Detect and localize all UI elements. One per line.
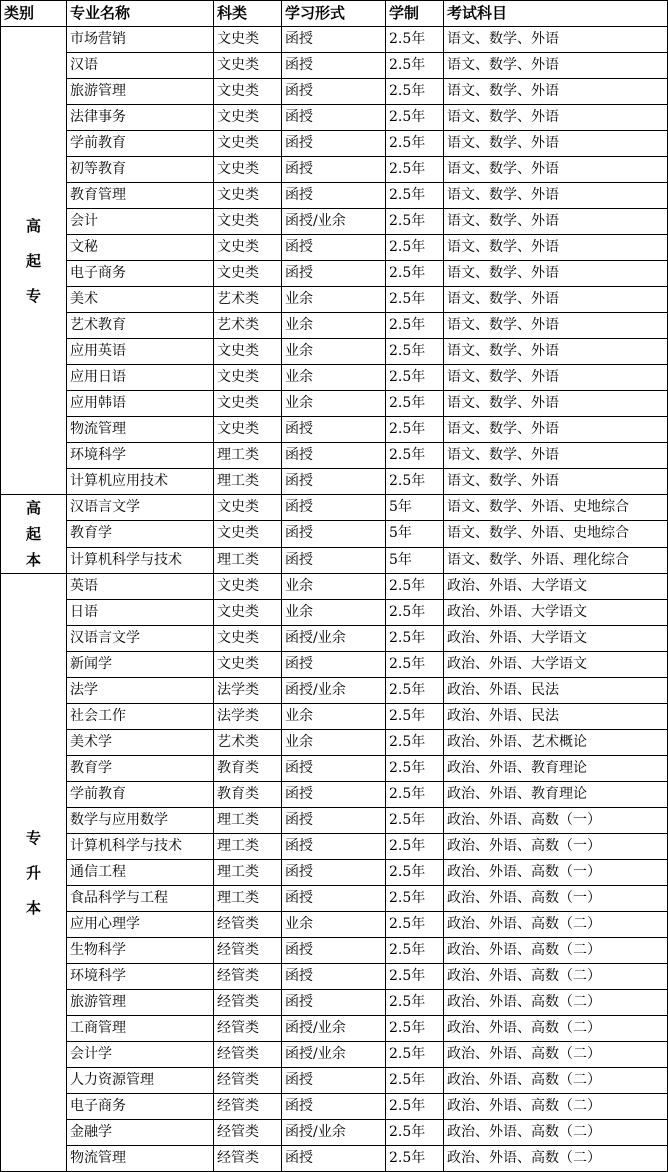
study-mode-cell: 函授	[282, 782, 386, 808]
duration-cell: 2.5年	[386, 912, 444, 938]
duration-cell: 2.5年	[386, 79, 444, 105]
major-name-cell: 美术学	[67, 730, 214, 756]
subject-type-cell: 经管类	[214, 1042, 282, 1068]
table-row	[1, 1120, 668, 1146]
duration-cell: 2.5年	[386, 938, 444, 964]
major-name-cell: 工商管理	[67, 1016, 214, 1042]
subject-type-cell: 理工类	[214, 547, 282, 573]
duration-cell: 2.5年	[386, 1146, 444, 1172]
major-name-cell: 新闻学	[67, 652, 214, 678]
major-name-cell: 法律事务	[67, 105, 214, 131]
subject-type-cell: 文史类	[214, 157, 282, 183]
study-mode-cell: 业余	[282, 391, 386, 417]
exam-subjects-cell: 语文、数学、外语	[444, 313, 668, 339]
duration-cell: 2.5年	[386, 105, 444, 131]
major-name-cell: 教育学	[67, 756, 214, 782]
major-name-cell: 环境科学	[67, 443, 214, 469]
duration-cell: 2.5年	[386, 626, 444, 652]
duration-cell: 2.5年	[386, 678, 444, 704]
subject-type-cell: 教育类	[214, 782, 282, 808]
subject-type-cell: 文史类	[214, 235, 282, 261]
study-mode-cell: 函授	[282, 183, 386, 209]
table-row	[1, 886, 668, 912]
exam-subjects-cell: 政治、外语、大学语文	[444, 574, 668, 600]
header-major-name: 专业名称	[67, 1, 214, 27]
duration-cell: 2.5年	[386, 287, 444, 313]
duration-cell: 2.5年	[386, 443, 444, 469]
subject-type-cell: 文史类	[214, 105, 282, 131]
table-row	[1, 574, 668, 600]
study-mode-cell: 函授	[282, 860, 386, 886]
major-name-cell: 应用韩语	[67, 391, 214, 417]
subject-type-cell: 文史类	[214, 574, 282, 600]
duration-cell: 2.5年	[386, 313, 444, 339]
major-name-cell: 计算机科学与技术	[67, 834, 214, 860]
exam-subjects-cell: 政治、外语、高数（一）	[444, 860, 668, 886]
study-mode-cell: 函授	[282, 547, 386, 573]
table-row	[1, 990, 668, 1016]
major-name-cell: 生物科学	[67, 938, 214, 964]
table-row	[1, 469, 668, 495]
header-study-mode: 学习形式	[282, 1, 386, 27]
subject-type-cell: 文史类	[214, 391, 282, 417]
major-name-cell: 教育学	[67, 521, 214, 547]
exam-subjects-cell: 政治、外语、大学语文	[444, 600, 668, 626]
major-name-cell: 会计学	[67, 1042, 214, 1068]
table-row	[1, 391, 668, 417]
study-mode-cell: 函授/业余	[282, 1016, 386, 1042]
study-mode-cell: 函授	[282, 652, 386, 678]
duration-cell: 2.5年	[386, 1016, 444, 1042]
major-name-cell: 食品科学与工程	[67, 886, 214, 912]
table-row	[1, 912, 668, 938]
exam-subjects-cell: 语文、数学、外语	[444, 443, 668, 469]
category-cell	[1, 574, 67, 1172]
exam-subjects-cell: 语文、数学、外语、史地综合	[444, 521, 668, 547]
major-name-cell: 文秘	[67, 235, 214, 261]
table-row	[1, 365, 668, 391]
major-name-cell: 社会工作	[67, 704, 214, 730]
study-mode-cell: 函授	[282, 157, 386, 183]
major-name-cell: 应用心理学	[67, 912, 214, 938]
subject-type-cell: 经管类	[214, 1120, 282, 1146]
table-row	[1, 521, 668, 547]
duration-cell: 5年	[386, 521, 444, 547]
table-row	[1, 626, 668, 652]
exam-subjects-cell: 政治、外语、大学语文	[444, 652, 668, 678]
study-mode-cell: 函授	[282, 964, 386, 990]
duration-cell: 2.5年	[386, 600, 444, 626]
major-name-cell: 旅游管理	[67, 990, 214, 1016]
exam-subjects-cell: 语文、数学、外语	[444, 209, 668, 235]
duration-cell: 5年	[386, 547, 444, 573]
duration-cell: 2.5年	[386, 964, 444, 990]
exam-subjects-cell: 政治、外语、教育理论	[444, 782, 668, 808]
major-name-cell: 市场营销	[67, 27, 214, 53]
subject-type-cell: 经管类	[214, 990, 282, 1016]
subject-type-cell: 理工类	[214, 469, 282, 495]
duration-cell: 2.5年	[386, 417, 444, 443]
subject-type-cell: 文史类	[214, 417, 282, 443]
exam-subjects-cell: 语文、数学、外语	[444, 365, 668, 391]
subject-type-cell: 理工类	[214, 886, 282, 912]
study-mode-cell: 函授	[282, 495, 386, 521]
major-name-cell: 法学	[67, 678, 214, 704]
table-row	[1, 547, 668, 573]
study-mode-cell: 函授	[282, 443, 386, 469]
subject-type-cell: 经管类	[214, 1094, 282, 1120]
table-row	[1, 1146, 668, 1172]
subject-type-cell: 法学类	[214, 678, 282, 704]
exam-subjects-cell: 政治、外语、高数（二）	[444, 964, 668, 990]
subject-type-cell: 艺术类	[214, 313, 282, 339]
table-row	[1, 157, 668, 183]
major-name-cell: 教育管理	[67, 183, 214, 209]
study-mode-cell: 函授/业余	[282, 678, 386, 704]
duration-cell: 2.5年	[386, 261, 444, 287]
study-mode-cell: 函授	[282, 1068, 386, 1094]
subject-type-cell: 经管类	[214, 964, 282, 990]
subject-type-cell: 理工类	[214, 834, 282, 860]
exam-subjects-cell: 语文、数学、外语	[444, 261, 668, 287]
table-row	[1, 495, 668, 521]
subject-type-cell: 艺术类	[214, 287, 282, 313]
table-row	[1, 652, 668, 678]
exam-subjects-cell: 政治、外语、高数（二）	[444, 1016, 668, 1042]
major-name-cell: 汉语言文学	[67, 626, 214, 652]
study-mode-cell: 函授	[282, 1094, 386, 1120]
table-row	[1, 53, 668, 79]
study-mode-cell: 函授	[282, 521, 386, 547]
exam-subjects-cell: 语文、数学、外语	[444, 105, 668, 131]
subject-type-cell: 经管类	[214, 938, 282, 964]
exam-subjects-cell: 政治、外语、高数（二）	[444, 912, 668, 938]
table-row	[1, 834, 668, 860]
subject-type-cell: 文史类	[214, 365, 282, 391]
subject-type-cell: 理工类	[214, 860, 282, 886]
subject-type-cell: 教育类	[214, 756, 282, 782]
major-name-cell: 数学与应用数学	[67, 808, 214, 834]
table-row	[1, 782, 668, 808]
study-mode-cell: 函授	[282, 53, 386, 79]
duration-cell: 5年	[386, 495, 444, 521]
duration-cell: 2.5年	[386, 209, 444, 235]
subject-type-cell: 文史类	[214, 600, 282, 626]
study-mode-cell: 函授	[282, 235, 386, 261]
major-name-cell: 美术	[67, 287, 214, 313]
subject-type-cell: 经管类	[214, 1146, 282, 1172]
duration-cell: 2.5年	[386, 860, 444, 886]
study-mode-cell: 业余	[282, 600, 386, 626]
table-row	[1, 443, 668, 469]
table-row	[1, 79, 668, 105]
subject-type-cell: 文史类	[214, 652, 282, 678]
table-row	[1, 600, 668, 626]
table-row	[1, 1016, 668, 1042]
major-name-cell: 电子商务	[67, 261, 214, 287]
exam-subjects-cell: 政治、外语、高数（一）	[444, 834, 668, 860]
exam-subjects-cell: 政治、外语、高数（二）	[444, 938, 668, 964]
major-name-cell: 汉语言文学	[67, 495, 214, 521]
major-name-cell: 物流管理	[67, 1146, 214, 1172]
table-row	[1, 313, 668, 339]
exam-subjects-cell: 政治、外语、民法	[444, 678, 668, 704]
table-row	[1, 287, 668, 313]
table-row	[1, 808, 668, 834]
exam-subjects-cell: 语文、数学、外语	[444, 469, 668, 495]
subject-type-cell: 文史类	[214, 27, 282, 53]
table-row	[1, 339, 668, 365]
study-mode-cell: 函授/业余	[282, 209, 386, 235]
duration-cell: 2.5年	[386, 365, 444, 391]
subject-type-cell: 文史类	[214, 521, 282, 547]
table-row	[1, 261, 668, 287]
table-row	[1, 678, 668, 704]
study-mode-cell: 函授	[282, 834, 386, 860]
subject-type-cell: 理工类	[214, 808, 282, 834]
table-row	[1, 183, 668, 209]
duration-cell: 2.5年	[386, 652, 444, 678]
subject-type-cell: 经管类	[214, 1068, 282, 1094]
duration-cell: 2.5年	[386, 1120, 444, 1146]
major-name-cell: 应用日语	[67, 365, 214, 391]
exam-subjects-cell: 政治、外语、高数（二）	[444, 1042, 668, 1068]
exam-subjects-cell: 政治、外语、高数（一）	[444, 808, 668, 834]
study-mode-cell: 业余	[282, 704, 386, 730]
duration-cell: 2.5年	[386, 469, 444, 495]
major-name-cell: 会计	[67, 209, 214, 235]
exam-subjects-cell: 语文、数学、外语	[444, 53, 668, 79]
category-cell	[1, 495, 67, 574]
header-row	[1, 1, 668, 27]
category-label: 专 升 本	[25, 828, 41, 917]
subject-type-cell: 文史类	[214, 261, 282, 287]
duration-cell: 2.5年	[386, 391, 444, 417]
subject-type-cell: 文史类	[214, 495, 282, 521]
major-name-cell: 金融学	[67, 1120, 214, 1146]
exam-subjects-cell: 语文、数学、外语	[444, 157, 668, 183]
table-row	[1, 704, 668, 730]
study-mode-cell: 业余	[282, 365, 386, 391]
table-row	[1, 27, 668, 53]
duration-cell: 2.5年	[386, 782, 444, 808]
major-name-cell: 电子商务	[67, 1094, 214, 1120]
exam-subjects-cell: 语文、数学、外语、史地综合	[444, 495, 668, 521]
exam-subjects-cell: 政治、外语、高数（一）	[444, 886, 668, 912]
exam-subjects-cell: 语文、数学、外语、理化综合	[444, 547, 668, 573]
table-row	[1, 131, 668, 157]
duration-cell: 2.5年	[386, 730, 444, 756]
subject-type-cell: 文史类	[214, 209, 282, 235]
major-name-cell: 初等教育	[67, 157, 214, 183]
category-label: 高 起 专	[25, 216, 41, 305]
duration-cell: 2.5年	[386, 574, 444, 600]
major-name-cell: 人力资源管理	[67, 1068, 214, 1094]
major-name-cell: 计算机应用技术	[67, 469, 214, 495]
duration-cell: 2.5年	[386, 131, 444, 157]
duration-cell: 2.5年	[386, 1094, 444, 1120]
exam-subjects-cell: 语文、数学、外语	[444, 235, 668, 261]
table-row	[1, 964, 668, 990]
table-row	[1, 235, 668, 261]
subject-type-cell: 法学类	[214, 704, 282, 730]
study-mode-cell: 函授	[282, 938, 386, 964]
exam-subjects-cell: 政治、外语、教育理论	[444, 756, 668, 782]
exam-subjects-cell: 语文、数学、外语	[444, 339, 668, 365]
major-name-cell: 计算机科学与技术	[67, 547, 214, 573]
major-name-cell: 英语	[67, 574, 214, 600]
duration-cell: 2.5年	[386, 235, 444, 261]
major-name-cell: 环境科学	[67, 964, 214, 990]
table-row	[1, 209, 668, 235]
study-mode-cell: 函授	[282, 1146, 386, 1172]
duration-cell: 2.5年	[386, 704, 444, 730]
duration-cell: 2.5年	[386, 1042, 444, 1068]
header-subject-type: 科类	[214, 1, 282, 27]
major-name-cell: 通信工程	[67, 860, 214, 886]
duration-cell: 2.5年	[386, 1068, 444, 1094]
subject-type-cell: 文史类	[214, 79, 282, 105]
table-body	[1, 27, 668, 1172]
subject-type-cell: 文史类	[214, 339, 282, 365]
study-mode-cell: 函授	[282, 27, 386, 53]
study-mode-cell: 业余	[282, 574, 386, 600]
duration-cell: 2.5年	[386, 834, 444, 860]
study-mode-cell: 函授	[282, 756, 386, 782]
exam-subjects-cell: 政治、外语、高数（二）	[444, 1146, 668, 1172]
subject-type-cell: 文史类	[214, 131, 282, 157]
study-mode-cell: 函授	[282, 886, 386, 912]
exam-subjects-cell: 语文、数学、外语	[444, 183, 668, 209]
major-name-cell: 学前教育	[67, 131, 214, 157]
duration-cell: 2.5年	[386, 990, 444, 1016]
table-row	[1, 1094, 668, 1120]
major-name-cell: 旅游管理	[67, 79, 214, 105]
subject-type-cell: 文史类	[214, 183, 282, 209]
major-name-cell: 学前教育	[67, 782, 214, 808]
subject-type-cell: 文史类	[214, 53, 282, 79]
header-exam-subjects: 考试科目	[444, 1, 668, 27]
exam-subjects-cell: 语文、数学、外语	[444, 27, 668, 53]
subject-type-cell: 经管类	[214, 1016, 282, 1042]
study-mode-cell: 函授	[282, 417, 386, 443]
major-name-cell: 汉语	[67, 53, 214, 79]
duration-cell: 2.5年	[386, 157, 444, 183]
exam-subjects-cell: 政治、外语、高数（二）	[444, 1120, 668, 1146]
subject-type-cell: 理工类	[214, 443, 282, 469]
category-label: 高 起 本	[25, 499, 41, 569]
exam-subjects-cell: 语文、数学、外语	[444, 79, 668, 105]
header-duration: 学制	[386, 1, 444, 27]
table-row	[1, 730, 668, 756]
major-name-cell: 应用英语	[67, 339, 214, 365]
duration-cell: 2.5年	[386, 339, 444, 365]
major-name-cell: 艺术教育	[67, 313, 214, 339]
exam-subjects-cell: 政治、外语、高数（二）	[444, 1094, 668, 1120]
category-cell	[1, 27, 67, 495]
study-mode-cell: 函授	[282, 469, 386, 495]
table-row	[1, 1042, 668, 1068]
study-mode-cell: 函授	[282, 105, 386, 131]
study-mode-cell: 业余	[282, 313, 386, 339]
table-row	[1, 938, 668, 964]
study-mode-cell: 函授/业余	[282, 626, 386, 652]
study-mode-cell: 业余	[282, 912, 386, 938]
study-mode-cell: 函授	[282, 79, 386, 105]
study-mode-cell: 业余	[282, 730, 386, 756]
exam-subjects-cell: 政治、外语、高数（二）	[444, 1068, 668, 1094]
table-row	[1, 1068, 668, 1094]
table-row	[1, 105, 668, 131]
study-mode-cell: 函授	[282, 261, 386, 287]
exam-subjects-cell: 语文、数学、外语	[444, 287, 668, 313]
exam-subjects-cell: 政治、外语、民法	[444, 704, 668, 730]
study-mode-cell: 函授	[282, 808, 386, 834]
study-mode-cell: 业余	[282, 339, 386, 365]
study-mode-cell: 函授/业余	[282, 1042, 386, 1068]
exam-subjects-cell: 语文、数学、外语	[444, 131, 668, 157]
table-row	[1, 756, 668, 782]
duration-cell: 2.5年	[386, 53, 444, 79]
major-name-cell: 物流管理	[67, 417, 214, 443]
study-mode-cell: 业余	[282, 287, 386, 313]
exam-subjects-cell: 语文、数学、外语	[444, 391, 668, 417]
exam-subjects-cell: 政治、外语、艺术概论	[444, 730, 668, 756]
exam-subjects-cell: 语文、数学、外语	[444, 417, 668, 443]
exam-subjects-cell: 政治、外语、高数（二）	[444, 990, 668, 1016]
study-mode-cell: 函授	[282, 990, 386, 1016]
header-category: 类别	[1, 1, 67, 27]
subject-type-cell: 艺术类	[214, 730, 282, 756]
table-row	[1, 417, 668, 443]
major-name-cell: 日语	[67, 600, 214, 626]
table-row	[1, 860, 668, 886]
duration-cell: 2.5年	[386, 27, 444, 53]
duration-cell: 2.5年	[386, 756, 444, 782]
study-mode-cell: 函授/业余	[282, 1120, 386, 1146]
duration-cell: 2.5年	[386, 886, 444, 912]
subject-type-cell: 经管类	[214, 912, 282, 938]
duration-cell: 2.5年	[386, 808, 444, 834]
exam-subjects-cell: 政治、外语、大学语文	[444, 626, 668, 652]
study-mode-cell: 函授	[282, 131, 386, 157]
duration-cell: 2.5年	[386, 183, 444, 209]
subject-type-cell: 文史类	[214, 626, 282, 652]
